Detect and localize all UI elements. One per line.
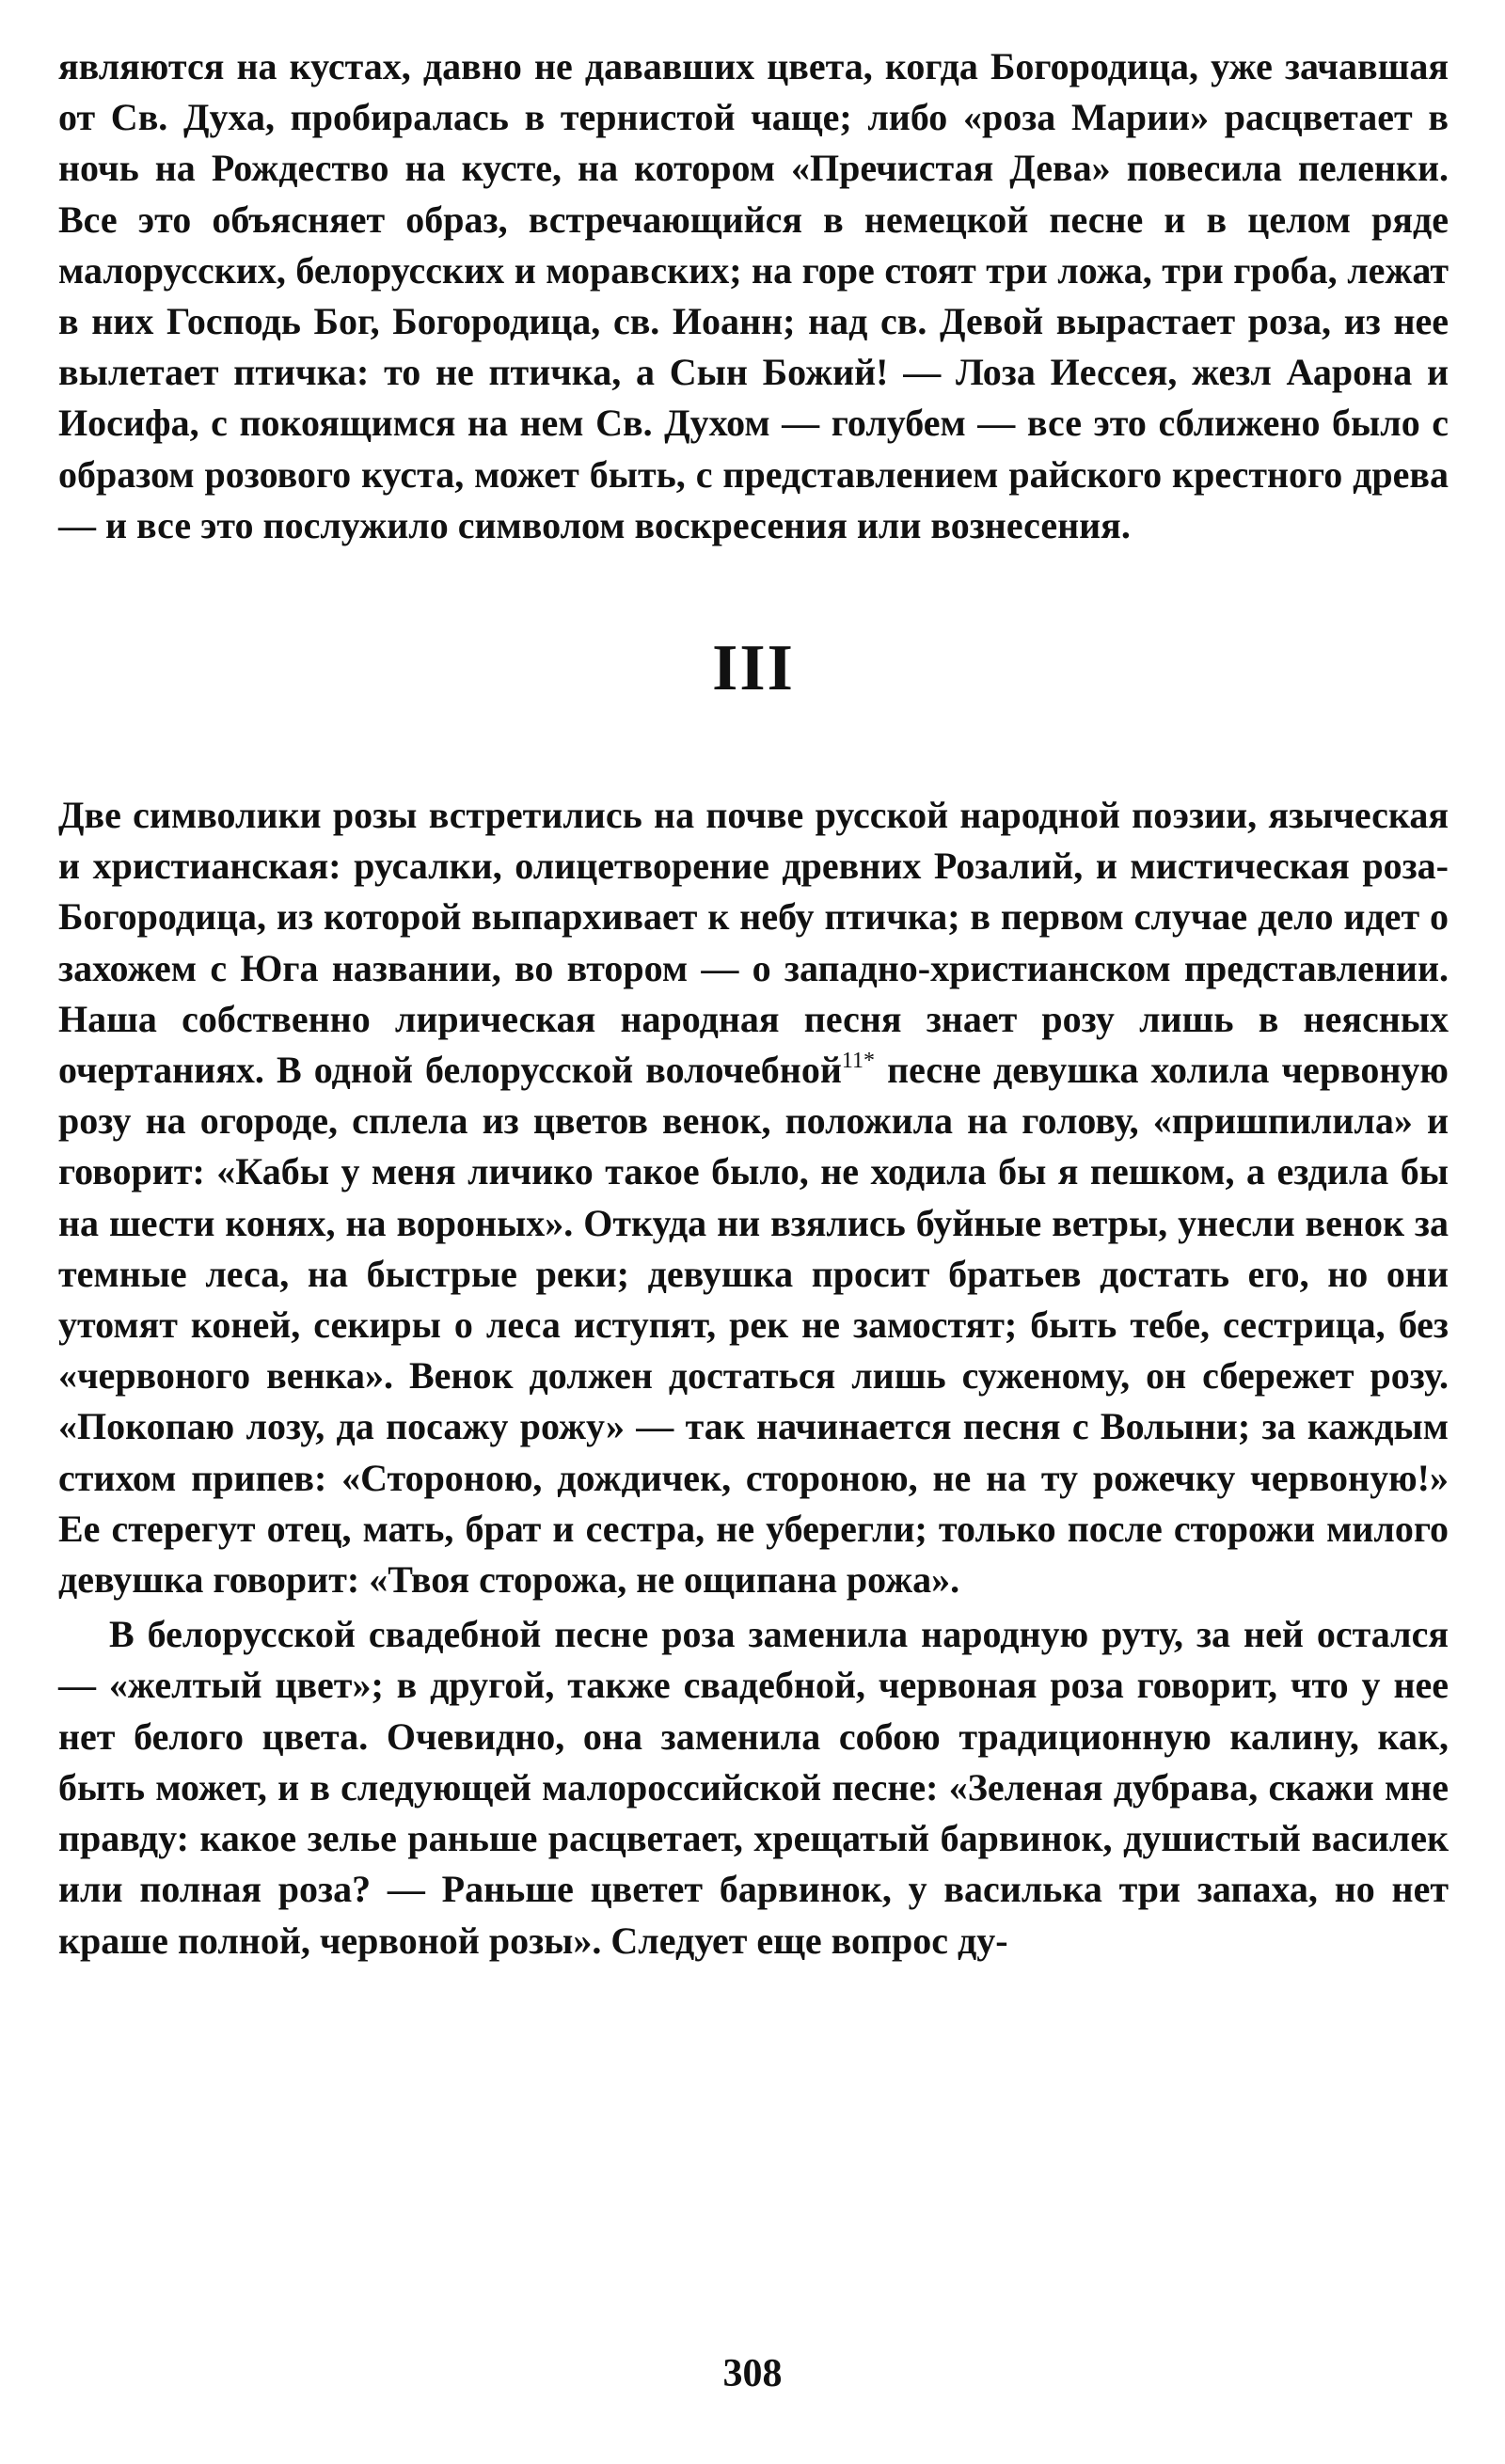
paragraph-section-start xyxy=(58,790,1449,1605)
footnote-marker: 11* xyxy=(841,1049,876,1074)
paragraph-text-part-1: Две символики розы встретились на почве русской народной поэзии, языческая и христианская: русалки, олицетворение древних Розалий, и мистическая роза-Богородица, из которой выпархивает к небу птичка; в первом случае дело идет о захожем с Юга названии, во втором — о западно-христианском представлении. Наша собственно лирическая народная песня знает розу лишь в неясных очертаниях. В одной белорусской волочебной xyxy=(58,794,1449,1092)
section-heading: III xyxy=(712,632,795,705)
paragraph-text-part-2: песне девушка холила червоную розу на огороде, сплела из цветов венок, положила на голову, «пришпилила» и говорит: «Кабы у меня личико такое было, не ходила бы я пешком, а ездила бы на шести конях, на вороных». Откуда ни взялись буйные ветры, унесли венок за темные леса, на быстрые реки; девушка просит братьев достать его, но они утомят коней, секиры о леса иступят, рек не замостят; быть тебе, сестрица, без «червоного венка». Венок должен достаться лишь суженому, он сбережет розу. «Покопаю лозу, да посажу рожу» — так начинается песня с Волыни; за каждым стихом припев: «Стороною, дождичек, стороною, не на ту рожечку червоную!» Ее стерегут отец, мать, брат и сестра, не уберегли; только после сторожи милого девушка говорит: «Твоя сторожа, не ощипана рожа». xyxy=(58,1049,1449,1602)
paragraph-indented: В белорусской свадебной песне роза заменила народную руту, за ней остался — «желтый цвет»; в другой, также свадебной, червоная роза говорит, что у нее нет белого цвета. Очевидно, она заменила собою традиционную калину, как, быть может, и в следующей малороссийской песне: «Зеленая дубрава, скажи мне правду: какое зелье раньше расцветает, хрещатый барвинок, душистый василек или полная роза? — Раньше цветет барвинок, у василька три запаха, но нет краше полной, червоной розы». Следует еще вопрос ду- xyxy=(58,1613,1449,1962)
page-number: 308 xyxy=(722,2352,783,2395)
paragraph-continued: являются на кустах, давно не дававших цвета, когда Богородица, уже зачавшая от Св. Духа, пробиралась в тернистой чаще; либо «роза Марии» расцветает в ночь на Рождество на кусте, на котором «Пречистая Дева» повесила пеленки. Все это объясняет образ, встречающийся в немецкой песне и в целом ряде малорусских, белорусских и моравских; на горе стоят три ложа, три гроба, лежат в них Господь Бог, Богородица, св. Иоанн; над св. Девой вырастает роза, из нее вылетает птичка: то не птичка, а Сын Божий! — Лоза Иессея, жезл Аарона и Иосифа, с покоящимся на нем Св. Духом — голубем — все это сближено было с образом розового куста, может быть, с представлением райского крестного древа — и все это послужило символом воскресения или вознесения. xyxy=(58,45,1449,546)
